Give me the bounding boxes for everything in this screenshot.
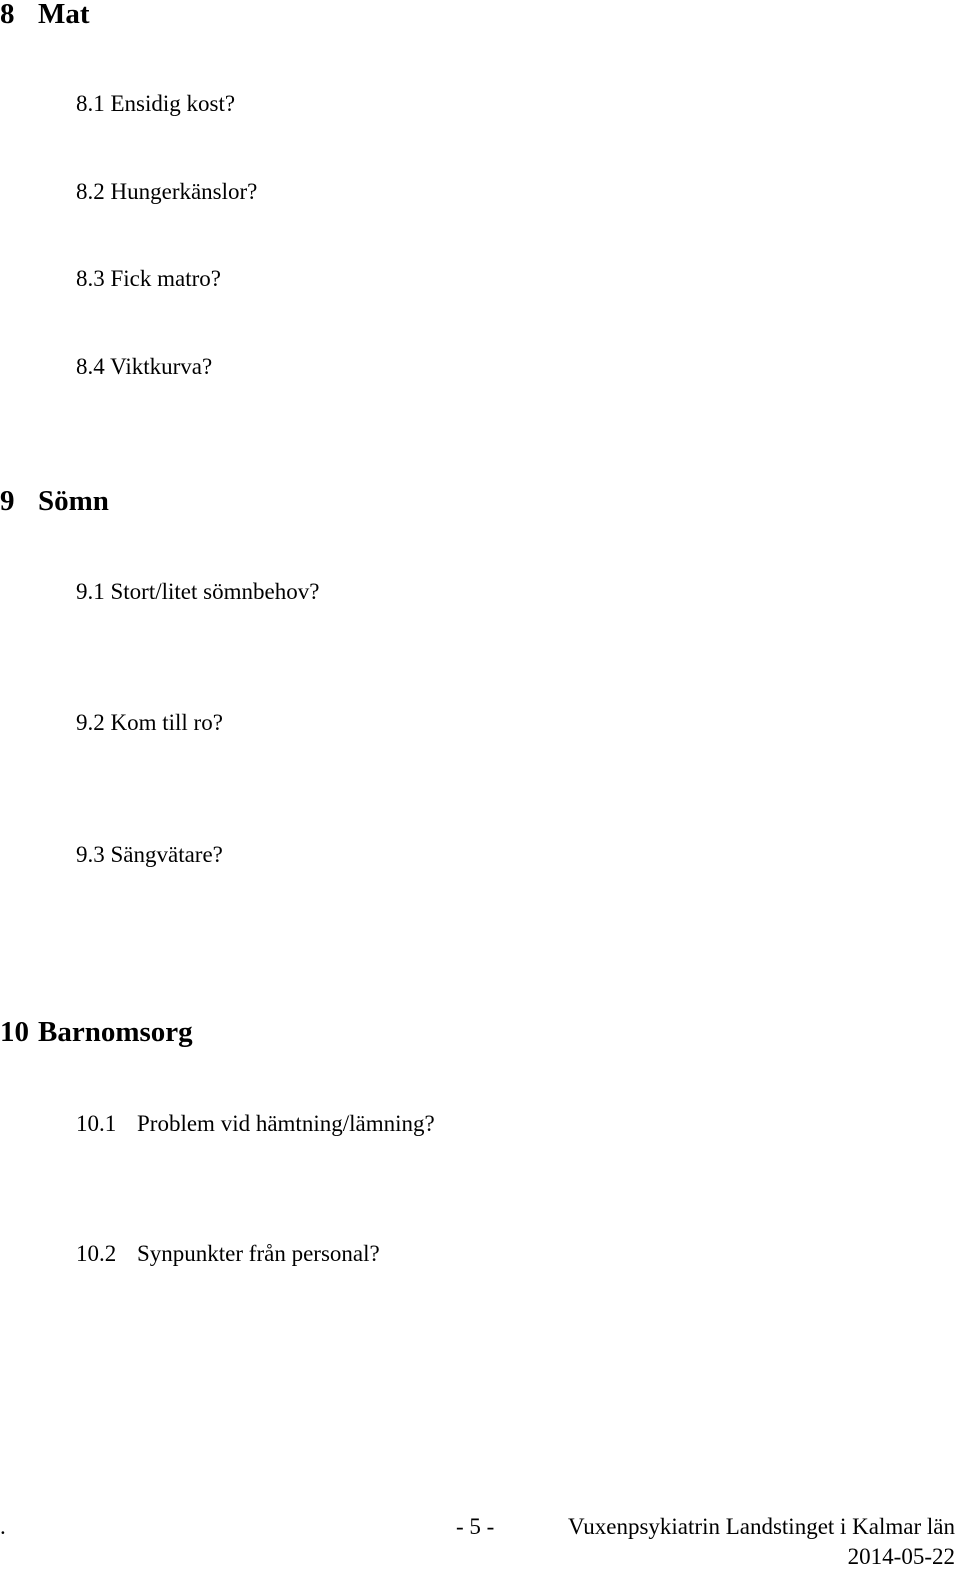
section-number: 9 [0, 485, 15, 517]
section-number: 8 [0, 0, 15, 30]
question-item: 9.2 Kom till ro? [76, 710, 223, 735]
question-item: 8.2 Hungerkänslor? [76, 179, 258, 204]
question-item: 9.3 Sängvätare? [76, 842, 223, 867]
section-title: Barnomsorg [38, 1016, 193, 1048]
footer-organization: Vuxenpsykiatrin Landstinget i Kalmar län [568, 1514, 955, 1539]
question-text: Problem vid hämtning/lämning? [137, 1111, 435, 1136]
question-number: 10.2 [76, 1241, 117, 1266]
question-item: 8.4 Viktkurva? [76, 354, 213, 379]
footer-date: 2014-05-22 [847, 1544, 955, 1569]
footer-page-number: - 5 - [456, 1514, 495, 1539]
section-title: Mat [38, 0, 90, 30]
section-heading-10 [0, 1015, 400, 1049]
section-title: Sömn [38, 485, 109, 517]
question-number: 10.1 [76, 1111, 117, 1136]
section-number: 10 [0, 1016, 29, 1048]
section-heading-8 [0, 0, 400, 31]
footer-dot: . [0, 1514, 6, 1539]
question-item [76, 1110, 435, 1138]
question-item: 9.1 Stort/litet sömnbehov? [76, 579, 320, 604]
section-heading-9 [0, 484, 400, 518]
question-item: 8.3 Fick matro? [76, 266, 221, 291]
question-item [76, 1240, 380, 1268]
question-item: 8.1 Ensidig kost? [76, 91, 236, 116]
question-text: Synpunkter från personal? [137, 1241, 380, 1266]
